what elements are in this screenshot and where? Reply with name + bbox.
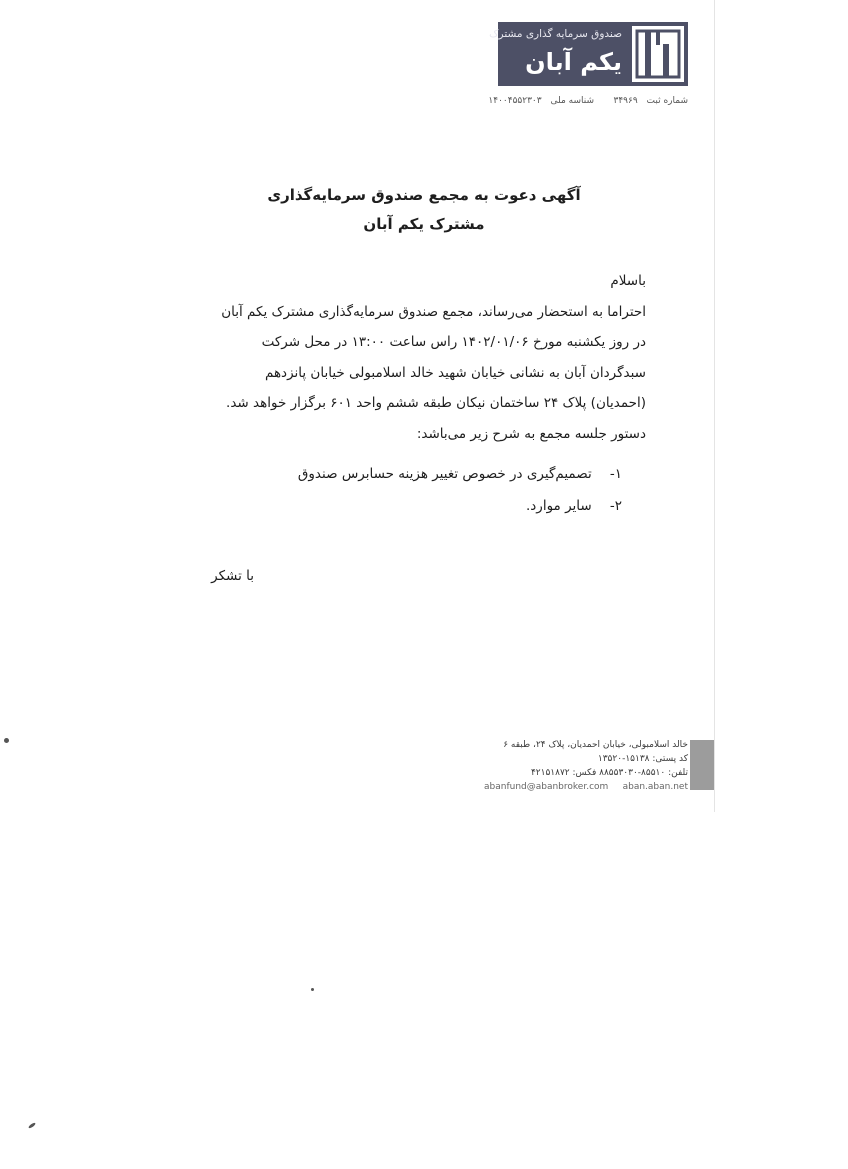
logo-name: یکم آبان — [525, 48, 622, 76]
scan-speck — [28, 1122, 36, 1129]
scan-speck — [311, 988, 314, 991]
greeting: باسلام — [610, 273, 646, 289]
closing: با تشکر — [211, 568, 254, 584]
agenda-item — [298, 490, 622, 522]
footer-links — [484, 780, 688, 794]
agenda-item-number: ۲- — [609, 498, 622, 514]
agenda-list — [298, 458, 622, 522]
national-id — [488, 96, 594, 106]
national-id-value: ۱۴۰۰۴۵۵۲۳۰۳ — [488, 96, 542, 106]
footer-website: aban.aban.net — [622, 782, 688, 792]
notice-title-line-1: آگهی دعوت به مجمع صندوق سرمایه‌گذاری — [267, 186, 581, 204]
fund-logo — [489, 22, 688, 86]
paragraph-line: (احمدیان) پلاک ۲۴ ساختمان نیکان طبقه ششم واحد ۶۰۱ برگزار خواهد شد. — [226, 395, 646, 411]
footer-phone-fax: تلفن: ۸۵۵۱۰-۸۸۵۵۳۰۳۰ فکس: ۴۲۱۵۱۸۷۲ — [530, 768, 688, 778]
registration-label: شماره ثبت — [646, 96, 688, 106]
paragraph-line: سبدگردان آبان به نشانی خیابان شهید خالد اسلامبولی خیابان پانزدهم — [264, 364, 646, 381]
national-id-label: شناسه ملی — [550, 96, 594, 106]
paragraph-line: احتراما به استحضار می‌رساند، مجمع صندوق سرمایه‌گذاری مشترک یکم آبان — [221, 303, 646, 320]
logo-mark-icon — [632, 26, 684, 82]
notice-title-line-2: مشترک یکم آبان — [363, 215, 485, 233]
letter-body — [196, 266, 646, 449]
agenda-intro: دستور جلسه مجمع به شرح زیر می‌باشد: — [416, 425, 646, 442]
scan-speck — [4, 738, 9, 743]
agenda-item-text: تصمیم‌گیری در خصوص تغییر هزینه حسابرس صندوق — [297, 466, 592, 482]
logo-subtitle: صندوق سرمایه گذاری مشترک — [489, 28, 622, 40]
registration-number — [613, 96, 688, 106]
footer-postal-code: کد پستی: ۱۵۱۳۸-۱۳۵۲۰ — [597, 754, 688, 764]
scan-page-edge — [714, 0, 715, 812]
footer-email: abanfund@abanbroker.com — [484, 782, 609, 792]
footer-color-bar — [690, 740, 714, 790]
paragraph-line: در روز یکشنبه مورخ ۱۴۰۲/۰۱/۰۶ راس ساعت ۱۳:۰۰ در محل شرکت — [261, 334, 646, 350]
agenda-item-number: ۱- — [609, 466, 622, 482]
agenda-item-text: سایر موارد. — [526, 498, 592, 514]
agenda-item — [298, 458, 622, 490]
footer-contact — [484, 738, 688, 794]
registration-value: ۳۴۹۶۹ — [613, 96, 638, 106]
footer-address: خالد اسلامبولی، خیابان احمدیان، پلاک ۲۴، طبقه ۶ — [503, 740, 688, 750]
